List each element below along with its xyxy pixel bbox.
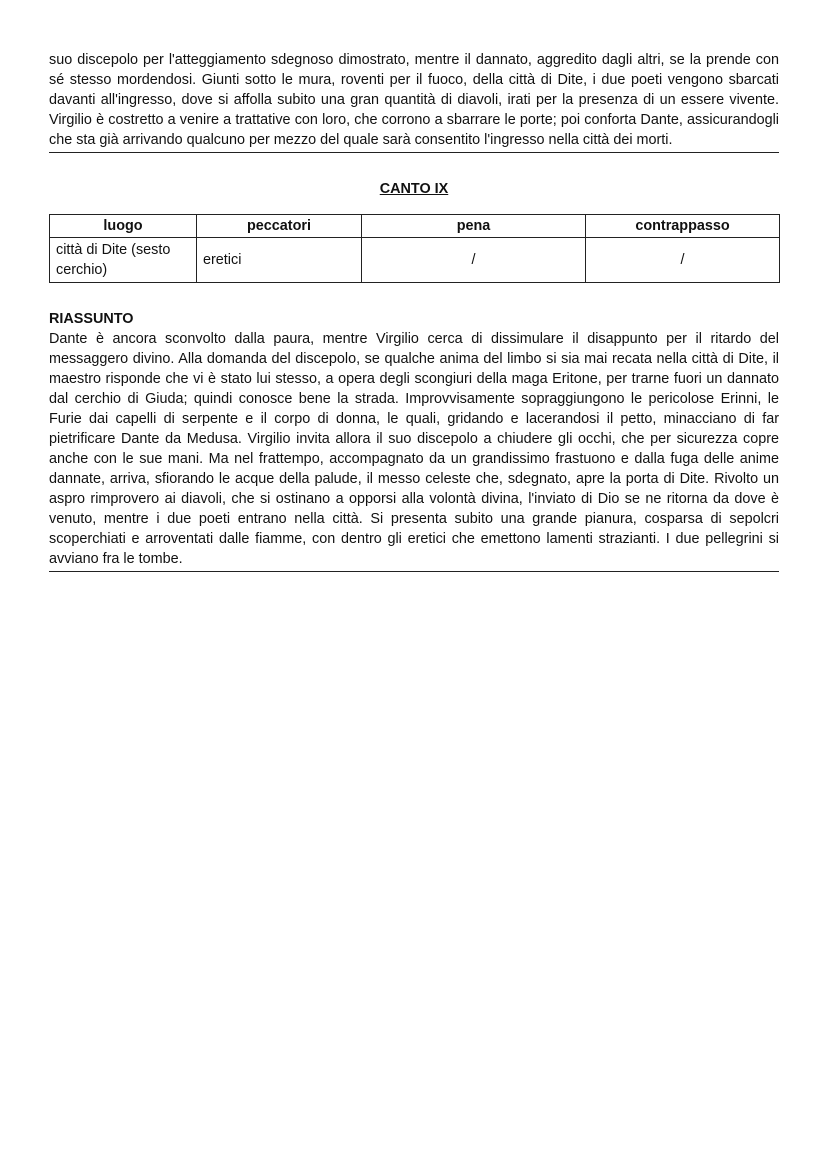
table-row [50, 238, 780, 283]
intro-paragraph: suo discepolo per l'atteggiamento sdegnoso dimostrato, mentre il dannato, aggredito dagli altri, se la prende con sé stesso mordendosi. Giunti sotto le mura, roventi per il fuoco, della città di Dite, i due poeti vengono sbarcati davanti all'ingresso, dove si affolla subito una gran quantità di diavoli, irati per la presenza di un essere vivente. Virgilio è costretto a venire a trattative con loro, che corrono a sbarrare le porte; poi conforta Dante, assicurandogli che sta già arrivando qualcuno per mezzo del quale sarà consentito l'ingresso nella città dei morti. [49, 52, 779, 148]
header-peccatori: peccatori [197, 215, 362, 238]
summary-paragraph: Dante è ancora sconvolto dalla paura, mentre Virgilio cerca di dissimulare il disappunto per il ritardo del messaggero divino. Alla domanda del discepolo, se qualche anima del limbo si sia mai recata nella città di Dite, il maestro risponde che vi è stato lui stesso, a opera degli scongiuri della maga Eritone, per trarne fuori un dannato dal cerchio di Giuda; quindi conosce bene la strada. Improvvisamente sopraggiungono le pericolose Erinni, le Furie dai capelli di serpente e il corpo di donna, le quali, gridando e lacerandosi il petto, minacciano di far pietrificare Dante da Medusa. Virgilio invita allora il suo discepolo a chiudere gli occhi, che per sicurezza copre anche con le sue mani. Ma nel frattempo, accompagnato da un grandissimo frastuono e dalla fuga delle anime dannate, arriva, sfiorando le acque della palude, il messo celeste che, sdegnato, apre la porta di Dite. Rivolto un aspro rimprovero ai diavoli, che si ostinano a opporsi alla volontà divina, l'inviato di Dio se ne ritorna da dove è venuto, mentre i due poeti entrano nella città. Si presenta subito una grande pianura, cosparsa di sepolcri scoperchiati e arroventati dalle fiamme, con dentro gli eretici che emettono lamenti strazianti. I due pellegrini si avviano fra le tombe. [49, 331, 779, 567]
cell-peccatori: eretici [197, 238, 362, 283]
canto-table [49, 214, 780, 283]
table-header-row [50, 215, 780, 238]
canto-title: CANTO IX [379, 181, 449, 197]
summary-divider [49, 571, 779, 572]
summary-heading: RIASSUNTO [49, 311, 134, 327]
header-luogo: luogo [50, 215, 197, 238]
cell-luogo: città di Dite (sesto cerchio) [50, 238, 197, 283]
cell-pena: / [362, 238, 586, 283]
document-page [49, 50, 779, 572]
header-pena: pena [362, 215, 586, 238]
header-contrappasso: contrappasso [586, 215, 780, 238]
intro-divider [49, 152, 779, 153]
cell-contrappasso: / [586, 238, 780, 283]
